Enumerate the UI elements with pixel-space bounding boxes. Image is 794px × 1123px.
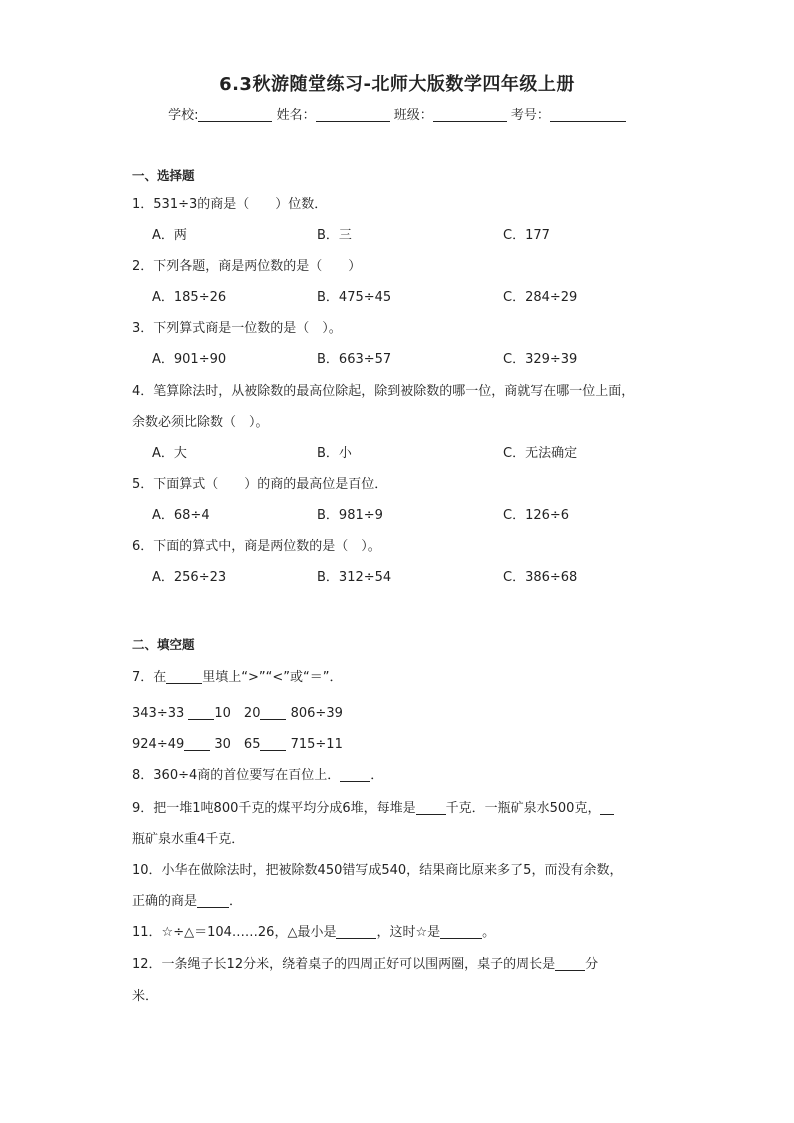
question-11 bbox=[132, 921, 495, 940]
q10-text-2: ． bbox=[229, 894, 243, 909]
section-heading-choice: 一、选择题 bbox=[132, 168, 195, 183]
q12-text-2: 分 bbox=[585, 957, 599, 972]
q12-blank[interactable] bbox=[555, 957, 585, 971]
q7-r2-blank-1[interactable] bbox=[184, 737, 210, 751]
q7-row-2 bbox=[132, 733, 343, 752]
class-label: 班级： bbox=[393, 108, 433, 123]
question-5: 5．下面算式（ ）的商的最高位是百位． bbox=[132, 477, 388, 492]
number-label: 考号： bbox=[510, 108, 550, 123]
q9-blank-2[interactable] bbox=[600, 801, 614, 815]
question-12-line-2: 米． bbox=[132, 989, 159, 1004]
question-2: 2．下列各题，商是两位数的是（ ） bbox=[132, 259, 362, 274]
q2-option-a[interactable]: A．185÷26 bbox=[152, 290, 227, 305]
q4-option-a[interactable]: A．大 bbox=[152, 446, 187, 461]
school-label: 学校: bbox=[168, 108, 199, 123]
q5-option-c[interactable]: C．126÷6 bbox=[503, 508, 570, 523]
q9-blank-1[interactable] bbox=[416, 801, 446, 815]
q7-r1-right: 806÷39 bbox=[286, 706, 343, 721]
q1-option-a[interactable]: A．两 bbox=[152, 228, 187, 243]
section-heading-fill: 二、填空题 bbox=[132, 637, 195, 652]
question-9-line-2: 瓶矿泉水重4千克． bbox=[132, 832, 245, 847]
q8-text-1: 8．360÷4商的首位要写在百位上． bbox=[132, 768, 341, 783]
q8-text-2: ． bbox=[370, 768, 384, 783]
question-12-line-1 bbox=[132, 953, 598, 972]
q9-text-2: 千克．一瓶矿泉水500克， bbox=[445, 801, 601, 816]
question-8 bbox=[132, 764, 383, 783]
q7-text-2: 里填上“>”“<”或“＝”． bbox=[202, 670, 343, 685]
question-1: 1．531÷3的商是（ ）位数． bbox=[132, 197, 328, 212]
q11-text-1: 11．☆÷△＝104……26，△最小是 bbox=[132, 925, 337, 940]
name-label: 姓名： bbox=[276, 108, 316, 123]
q5-option-b[interactable]: B．981÷9 bbox=[317, 508, 383, 523]
q4-option-b[interactable]: B．小 bbox=[317, 446, 352, 461]
q10-text-1: 正确的商是 bbox=[132, 894, 198, 909]
page-title: 6.3秋游随堂练习-北师大版数学四年级上册 bbox=[219, 74, 575, 95]
q3-option-a[interactable]: A．901÷90 bbox=[152, 352, 227, 367]
q10-blank[interactable] bbox=[197, 894, 229, 908]
q1-option-b[interactable]: B．三 bbox=[317, 228, 352, 243]
q7-r1-middle: 10 20 bbox=[214, 706, 261, 721]
q7-r2-middle: 30 65 bbox=[210, 737, 261, 752]
q7-blank-sample[interactable] bbox=[166, 670, 202, 684]
q4-option-c[interactable]: C．无法确定 bbox=[503, 446, 578, 461]
q5-option-a[interactable]: A．68÷4 bbox=[152, 508, 210, 523]
q7-r1-blank-2[interactable] bbox=[260, 706, 286, 720]
q6-option-c[interactable]: C．386÷68 bbox=[503, 570, 578, 585]
q7-row-1 bbox=[132, 702, 343, 721]
question-3: 3．下列算式商是一位数的是（ ）。 bbox=[132, 321, 342, 336]
q3-option-b[interactable]: B．663÷57 bbox=[317, 352, 392, 367]
q11-blank-2[interactable] bbox=[440, 925, 482, 939]
question-4-line-1: 4．笔算除法时，从被除数的最高位除起，除到被除数的哪一位，商就写在哪一位上面， bbox=[132, 384, 635, 399]
question-10-line-1: 10．小华在做除法时，把被除数450错写成540，结果商比原来多了5，而没有余数， bbox=[132, 863, 623, 878]
question-9-line-1 bbox=[132, 797, 614, 816]
q11-blank-1[interactable] bbox=[336, 925, 376, 939]
q3-option-c[interactable]: C．329÷39 bbox=[503, 352, 578, 367]
question-10-line-2 bbox=[132, 890, 242, 909]
class-blank[interactable] bbox=[433, 107, 507, 122]
question-6: 6．下面的算式中，商是两位数的是（ ）。 bbox=[132, 539, 381, 554]
q12-text-1: 12．一条绳子长12分米，绕着桌子的四周正好可以围两圈，桌子的周长是 bbox=[132, 957, 556, 972]
q7-r2-blank-2[interactable] bbox=[260, 737, 286, 751]
q6-option-b[interactable]: B．312÷54 bbox=[317, 570, 392, 585]
q2-option-b[interactable]: B．475÷45 bbox=[317, 290, 392, 305]
q1-option-c[interactable]: C．177 bbox=[503, 228, 550, 243]
name-blank[interactable] bbox=[316, 107, 390, 122]
question-4-line-2: 余数必须比除数（ ）。 bbox=[132, 415, 269, 430]
q11-text-2: ，这时☆是 bbox=[376, 925, 441, 940]
q7-text-1: 7．在 bbox=[132, 670, 167, 685]
q7-r1-blank-1[interactable] bbox=[188, 706, 214, 720]
student-info-row bbox=[0, 104, 794, 123]
q2-option-c[interactable]: C．284÷29 bbox=[503, 290, 578, 305]
q7-r1-left: 343÷33 bbox=[132, 706, 189, 721]
school-blank[interactable] bbox=[198, 107, 272, 122]
q9-text-1: 9．把一堆1吨800千克的煤平均分成6堆，每堆是 bbox=[132, 801, 416, 816]
q11-text-3: 。 bbox=[482, 925, 496, 940]
number-blank[interactable] bbox=[550, 107, 626, 122]
q7-r2-left: 924÷49 bbox=[132, 737, 185, 752]
q6-option-a[interactable]: A．256÷23 bbox=[152, 570, 227, 585]
question-7 bbox=[132, 666, 342, 685]
q8-blank[interactable] bbox=[340, 768, 370, 782]
q7-r2-right: 715÷11 bbox=[286, 737, 343, 752]
